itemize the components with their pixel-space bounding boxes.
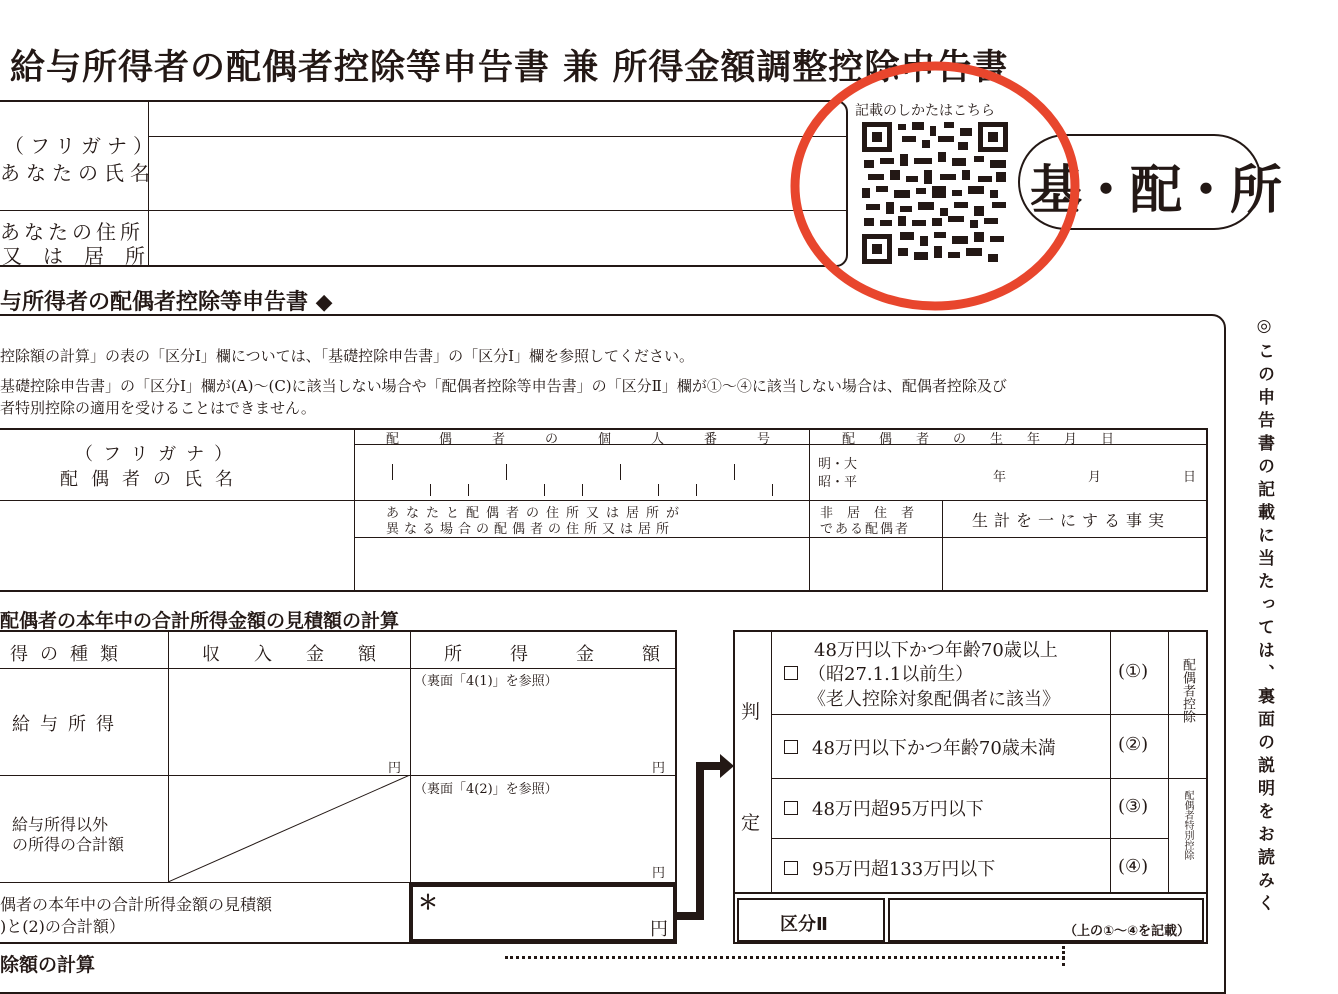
different-address-label-1: あなたと配偶者の住所又は居所が xyxy=(386,506,687,521)
total-label-2: )と(2)の合計額） xyxy=(0,917,125,936)
month-label: 月 xyxy=(1088,470,1102,485)
note-line-3: 者特別控除の適用を受けることはできません。 xyxy=(0,399,316,417)
deduction-calc-title-partial: 除額の計算 xyxy=(0,954,96,976)
income-type-header: 得の種類 xyxy=(10,644,130,665)
spouse-address-field[interactable] xyxy=(356,539,808,590)
day-label: 日 xyxy=(1183,470,1197,485)
total-income-field[interactable] xyxy=(409,883,677,943)
option-2-number: (②) xyxy=(1118,734,1149,755)
option-2-line-1: 48万円以下かつ年齢70歳未満 xyxy=(812,738,1056,759)
note-line-1: 控除額の計算」の表の「区分Ⅰ」欄については、「基礎控除申告書」の「区分Ⅰ」欄を参照してください。 xyxy=(0,347,695,365)
total-mark: ＊ xyxy=(418,890,438,914)
total-unit: 円 xyxy=(650,919,668,940)
salary-income-label: 給与所得 xyxy=(12,714,124,735)
option-3-number: (③) xyxy=(1118,796,1149,817)
address-label-1: あなたの住所 xyxy=(0,220,144,244)
option-3-line-1: 48万円超95万円以下 xyxy=(812,799,984,820)
other-income-note: （裏面「4(2)」を参照） xyxy=(414,782,558,797)
my-number-header: 配偶者の個人番号 xyxy=(386,432,811,447)
section-title: 与所得者の配偶者控除等申告書 ◆ xyxy=(0,290,333,315)
salary-revenue-unit: 円 xyxy=(388,761,402,776)
nonresident-label-1: 非居住者 xyxy=(820,506,929,521)
option-4-checkbox[interactable] xyxy=(784,859,806,878)
option-1-number: (①) xyxy=(1118,661,1149,682)
form-title: 給与所得者の配偶者控除等申告書 兼 所得金額調整控除申告書 xyxy=(10,47,1009,88)
revenue-header: 収入金額 xyxy=(202,644,410,665)
option-4-line-1: 95万円超133万円以下 xyxy=(812,859,996,880)
address-label-2: 又は居所 xyxy=(2,244,166,268)
furigana-label: （フリガナ） xyxy=(4,134,159,158)
side-instruction-note: ◎この申告書の記載に当たっては、裏面の説明をお読みく xyxy=(1254,316,1274,917)
name-field[interactable] xyxy=(150,138,846,208)
salary-revenue-field[interactable] xyxy=(170,670,408,774)
flow-arrow xyxy=(676,744,736,924)
name-label: あなたの氏名 xyxy=(0,161,156,185)
option-4-number: (④) xyxy=(1118,856,1149,877)
different-address-label-2: 異なる場合の配偶者の住所又は居所 xyxy=(386,522,675,537)
other-income-field[interactable] xyxy=(412,796,674,880)
option-1-line-2: （昭27.1.1以前生） xyxy=(808,664,974,685)
option-1-line-1: 48万円以下かつ年齢70歳以上 xyxy=(814,640,1058,661)
year-label: 年 xyxy=(993,470,1007,485)
birth-date-header: 配偶者の生年月日 xyxy=(842,432,1139,447)
form-type-badge-text: 基・配・所 xyxy=(1030,161,1281,221)
nonresident-label-2: である配偶者 xyxy=(820,522,911,537)
spouse-furigana-label: （フリガナ） xyxy=(75,444,243,465)
qr-caption: 記載のしかたはこちら xyxy=(855,103,995,119)
group-special-deduction: 配偶者特別控除 xyxy=(1182,790,1193,860)
other-income-unit: 円 xyxy=(652,866,666,881)
group-spouse-deduction: 配偶者控除 xyxy=(1180,658,1195,723)
total-label-1: 偶者の本年中の合計所得金額の見積額 xyxy=(0,895,273,914)
option-3-checkbox[interactable] xyxy=(784,799,806,818)
my-number-field[interactable] xyxy=(356,446,808,498)
salary-income-unit: 円 xyxy=(652,761,666,776)
dotted-flow-line xyxy=(505,956,1065,959)
other-income-label-1: 給与所得以外 xyxy=(12,815,109,834)
salary-income-note: （裏面「4(1)」を参照） xyxy=(414,674,558,689)
dotted-flow-line-right xyxy=(1062,946,1065,966)
judgement-label-bottom: 定 xyxy=(741,812,761,834)
highlight-circle xyxy=(790,60,1090,326)
option-1-checkbox[interactable] xyxy=(784,664,806,683)
other-income-label-2: の所得の合計額 xyxy=(12,835,125,854)
spouse-name-field[interactable] xyxy=(0,502,352,590)
income-amount-header: 所得金額 xyxy=(444,644,708,665)
kubun-note: （上の①～④を記載） xyxy=(1064,924,1191,939)
era-options[interactable]: 明・大 昭・平 xyxy=(818,457,858,490)
livelihood-label: 生計を一にする事実 xyxy=(972,511,1171,530)
spouse-name-label: 配偶者の氏名 xyxy=(60,469,246,490)
calc-title: 配偶者の本年中の合計所得金額の見積額の計算 xyxy=(0,610,400,632)
option-2-checkbox[interactable] xyxy=(784,738,806,757)
judgement-label-top: 判 xyxy=(741,701,761,723)
note-line-2: 基礎控除申告書」の「区分Ⅰ」欄が(A)～(C)に該当しない場合や「配偶者控除等申告書」の「区分Ⅱ」欄が①～④に該当しない場合は、配偶者控除及び xyxy=(0,377,1007,395)
salary-income-field[interactable] xyxy=(412,688,674,774)
address-field[interactable] xyxy=(150,212,846,264)
option-1-line-3: 《老人控除対象配偶者に該当》 xyxy=(808,689,1060,710)
kubun-label: 区分Ⅱ xyxy=(780,914,828,935)
